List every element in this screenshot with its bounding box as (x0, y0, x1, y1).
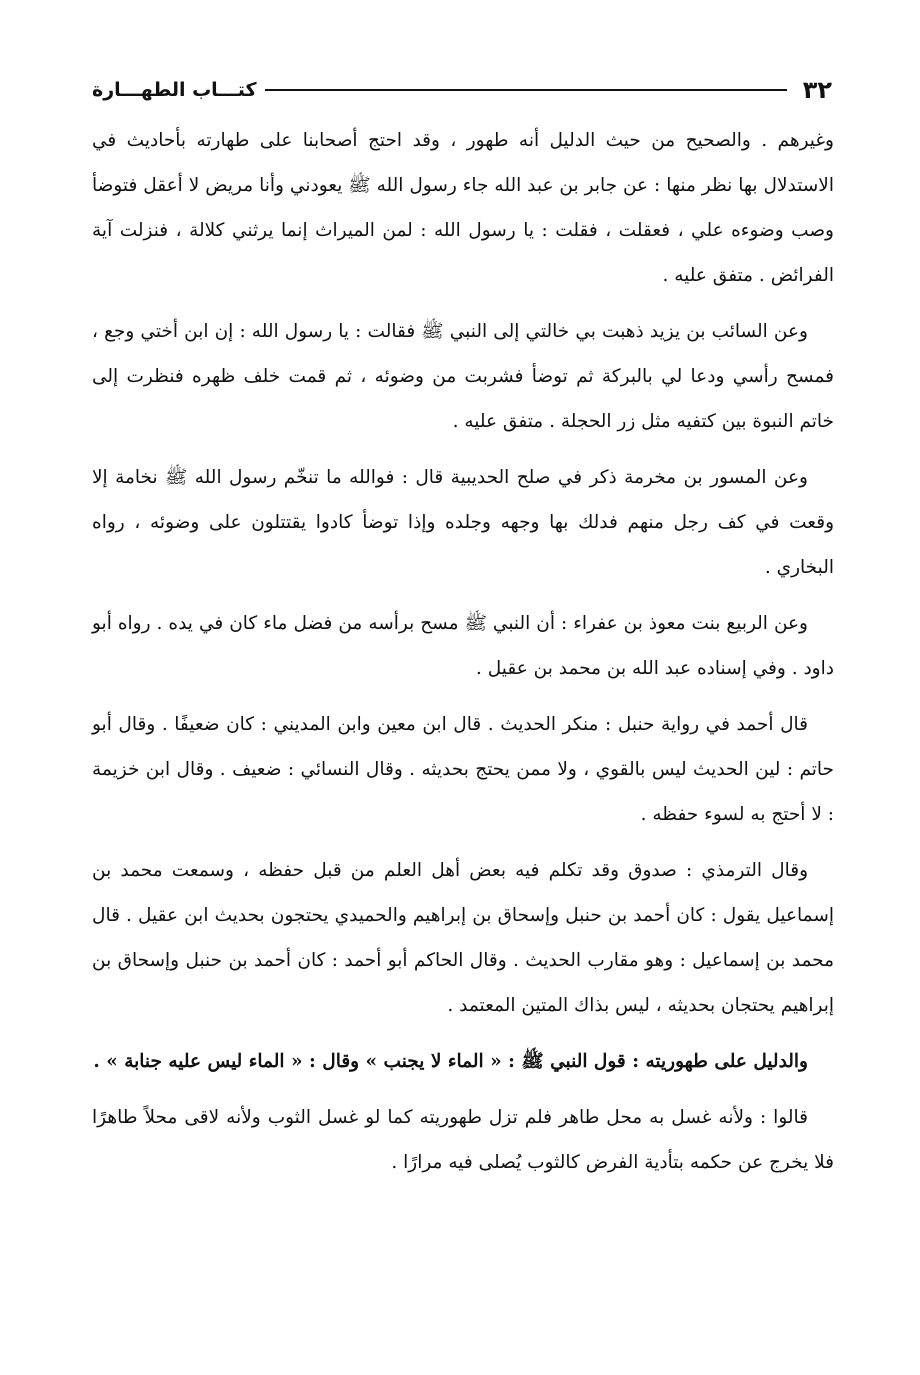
paragraph-5: قال أحمد في رواية حنبل : منكر الحديث . قال ابن معين وابن المديني : كان ضعيفًا . وقال أبو حاتم : لين الحديث ليس بالقوي ، ولا ممن يحتج بحديثه . وقال النسائي : ضعيف . وقال ابن خزيمة : لا أحتج به لسوء حفظه . (92, 714, 834, 825)
paragraph-4: وعن الربيع بنت معوذ بن عفراء : أن النبي ﷺ مسح برأسه من فضل ماء كان في يده . رواه أبو داود . وفي إسناده عبد الله بن محمد بن عقيل . (92, 613, 834, 679)
paragraph-7: والدليل على طهوريته : قول النبي ﷺ : « الماء لا يجنب » وقال : « الماء ليس عليه جنابة » . (93, 1051, 808, 1072)
running-title: كتـــاب الطهـــارة (92, 79, 257, 101)
paragraph-3: وعن المسور بن مخرمة ذكر في صلح الحديبية قال : فوالله ما تنخّم رسول الله ﷺ نخامة إلا وقعت في كف رجل منهم فدلك بها وجهه وجلده وإذا توضأ كادوا يقتتلون على وضوئه ، رواه البخاري . (92, 467, 834, 578)
header-rule (265, 89, 787, 91)
page-body (92, 118, 834, 1185)
paragraph-2: وعن السائب بن يزيد ذهبت بي خالتي إلى النبي ﷺ فقالت : يا رسول الله : إن ابن أختي وجع ، فمسح رأسي ودعا لي بالبركة ثم توضأ فشربت من وضوئه ، ثم قمت خلف ظهره فنظرت إلى خاتم النبوة بين كتفيه مثل زر الحجلة . متفق عليه . (92, 321, 834, 432)
paragraph-1: وغيرهم . والصحيح من حيث الدليل أنه طهور ، وقد احتج أصحابنا على طهارته بأحاديث في الاستدلال بها نظر منها : عن جابر بن عبد الله جاء رسول الله ﷺ يعودني وأنا مريض لا أعقل فتوضأ وصب وضوءه علي ، فعقلت ، فقلت : يا رسول الله : لمن الميراث إنما يرثني كلالة ، فنزلت آية الفرائض . متفق عليه . (92, 130, 834, 286)
page-header (92, 72, 832, 108)
page-number: ٣٢ (802, 76, 832, 104)
paragraph-8: قالوا : ولأنه غسل به محل طاهر فلم تزل طهوريته كما لو غسل الثوب ولأنه لاقى محلاً طاهرًا فلا يخرج عن حكمه بتأدية الفرض كالثوب يُصلى فيه مرارًا . (92, 1107, 834, 1173)
paragraph-6: وقال الترمذي : صدوق وقد تكلم فيه بعض أهل العلم من قبل حفظه ، وسمعت محمد بن إسماعيل يقول : كان أحمد بن حنبل وإسحاق بن إبراهيم والحميدي يحتجون بحديث ابن عقيل . قال محمد بن إسماعيل : وهو مقارب الحديث . وقال الحاكم أبو أحمد : كان أحمد بن حنبل وإسحاق بن إبراهيم يحتجان بحديثه ، ليس بذاك المتين المعتمد . (92, 860, 834, 1016)
